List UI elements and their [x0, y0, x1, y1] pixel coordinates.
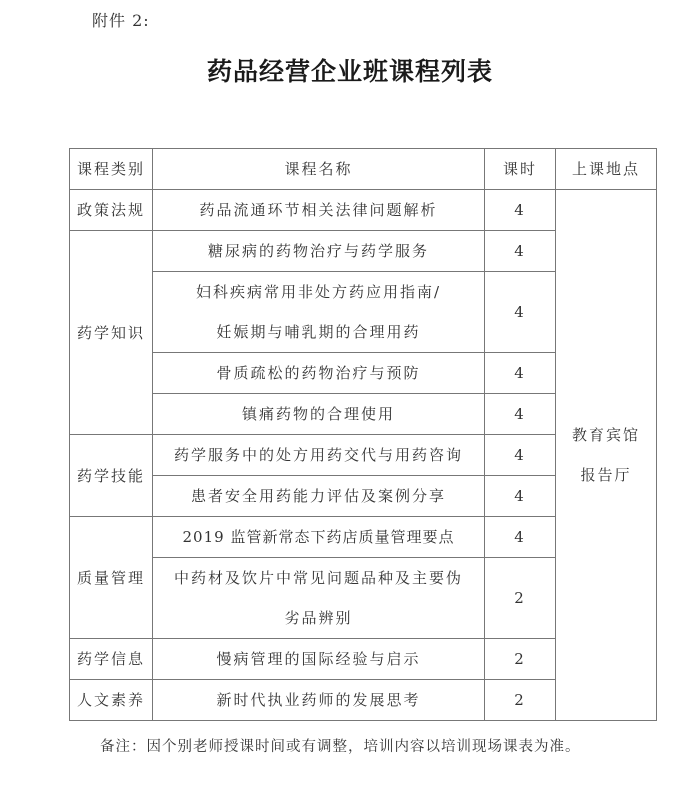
- hours-cell: 4: [485, 394, 556, 435]
- course-cell: 药学服务中的处方用药交代与用药咨询: [153, 435, 485, 476]
- hours-cell: 2: [485, 558, 556, 639]
- header-location: 上课地点: [556, 149, 657, 190]
- hours-cell: 4: [485, 353, 556, 394]
- hours-cell: 4: [485, 190, 556, 231]
- hours-cell: 4: [485, 231, 556, 272]
- hours-cell: 4: [485, 517, 556, 558]
- course-cell: 骨质疏松的药物治疗与预防: [153, 353, 485, 394]
- page-title: 药品经营企业班课程列表: [206, 57, 493, 86]
- course-line-1: 中药材及饮片中常见问题品种及主要伪: [173, 569, 463, 587]
- category-cell: 人文素养: [70, 680, 153, 721]
- table-row: [70, 190, 657, 231]
- hours-cell: 4: [485, 272, 556, 353]
- course-cell: 药品流通环节相关法律问题解析: [153, 190, 485, 231]
- course-cell: 新时代执业药师的发展思考: [153, 680, 485, 721]
- course-line-2: 劣品辨别: [284, 609, 353, 627]
- course-cell: 糖尿病的药物治疗与药学服务: [153, 231, 485, 272]
- footnote: 备注：因个别老师授课时间或有调整，培训内容以培训现场课表为准。: [100, 739, 581, 755]
- course-cell: [153, 272, 485, 353]
- course-line-2: 妊娠期与哺乳期的合理用药: [216, 323, 421, 341]
- course-table: [69, 148, 657, 721]
- hours-cell: 4: [485, 476, 556, 517]
- location-line-1: 教育宾馆: [571, 426, 640, 444]
- attachment-label: 附件 2:: [92, 11, 150, 30]
- category-cell: 政策法规: [70, 190, 153, 231]
- course-cell: 2019 监管新常态下药店质量管理要点: [153, 517, 485, 558]
- table-header-row: [70, 149, 657, 190]
- header-course-name: 课程名称: [153, 149, 485, 190]
- course-cell: [153, 558, 485, 639]
- hours-cell: 2: [485, 639, 556, 680]
- header-hours: 课时: [485, 149, 556, 190]
- location-cell: [556, 190, 657, 721]
- category-cell: 药学知识: [70, 231, 153, 435]
- course-cell: 慢病管理的国际经验与启示: [153, 639, 485, 680]
- category-cell: 质量管理: [70, 517, 153, 639]
- category-cell: 药学技能: [70, 435, 153, 517]
- course-cell: 镇痛药物的合理使用: [153, 394, 485, 435]
- course-line-1: 妇科疾病常用非处方药应用指南/: [195, 283, 442, 301]
- hours-cell: 2: [485, 680, 556, 721]
- header-category: 课程类别: [70, 149, 153, 190]
- category-cell: 药学信息: [70, 639, 153, 680]
- hours-cell: 4: [485, 435, 556, 476]
- location-line-2: 报告厅: [580, 466, 632, 484]
- course-cell: 患者安全用药能力评估及案例分享: [153, 476, 485, 517]
